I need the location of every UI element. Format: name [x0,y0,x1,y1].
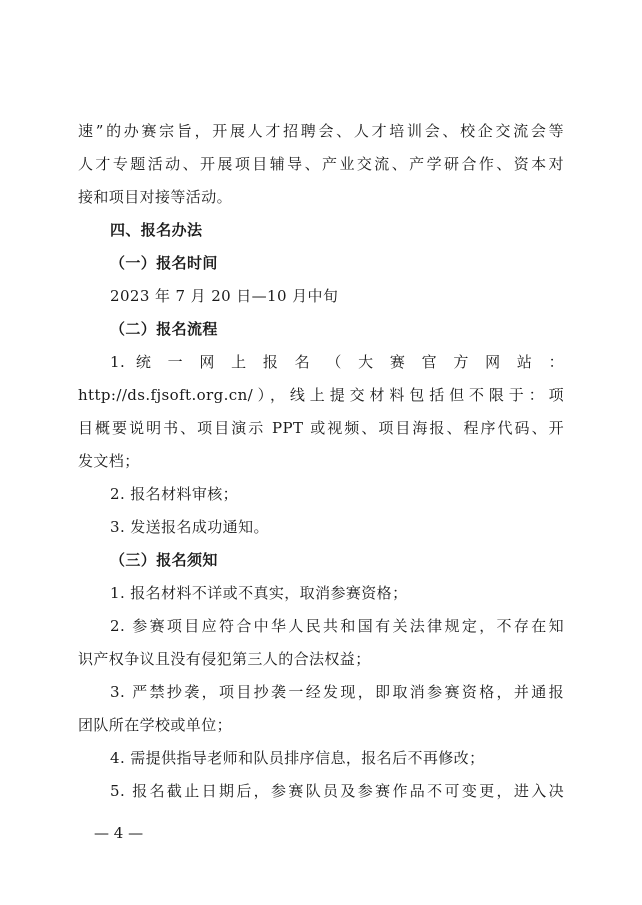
paragraph-line: 5. 报名截止日期后，参赛队员及参赛作品不可变更，进入决 [110,782,564,800]
paragraph-line: 发文档； [78,452,140,470]
paragraph-line: 2023 年 7 月 20 日—10 月中旬 [110,287,339,305]
paragraph-line: 3. 严禁抄袭，项目抄袭一经发现，即取消参赛资格，并通报 [110,683,564,701]
page-number: — 4 — [94,824,144,842]
paragraph-line: 2. 参赛项目应符合中华人民共和国有关法律规定，不存在知 [110,617,564,635]
paragraph-line: 识产权争议且没有侵犯第三人的合法权益； [78,650,371,668]
paragraph-line: 4. 需提供指导老师和队员排序信息，报名后不再修改； [110,749,485,767]
paragraph-line: 接和项目对接等活动。 [78,188,233,206]
paragraph-line: 速”的办赛宗旨，开展人才招聘会、人才培训会、校企交流会等 [78,122,564,140]
paragraph-line: 团队所在学校或单位； [78,716,233,734]
paragraph-line: 2. 报名材料审核； [110,485,239,503]
subsection-heading: （三）报名须知 [110,551,218,569]
paragraph-line: 目概要说明书、项目演示 PPT 或视频、项目海报、程序代码、开 [78,419,564,437]
paragraph-line: 1. 报名材料不详或不真实，取消参赛资格； [110,584,408,602]
subsection-heading: （一）报名时间 [110,254,218,272]
paragraph-line: http://ds.fjsoft.org.cn/），线上提交材料包括但不限于：项 [78,386,564,404]
paragraph-line: 人才专题活动、开展项目辅导、产业交流、产学研合作、资本对 [78,155,564,173]
subsection-heading: （二）报名流程 [110,320,218,338]
paragraph-line: 1. 统 一 网 上 报 名 （ 大 赛 官 方 网 站 ： [110,353,564,371]
section-heading: 四、报名办法 [110,221,203,239]
paragraph-line: 3. 发送报名成功通知。 [110,518,269,536]
